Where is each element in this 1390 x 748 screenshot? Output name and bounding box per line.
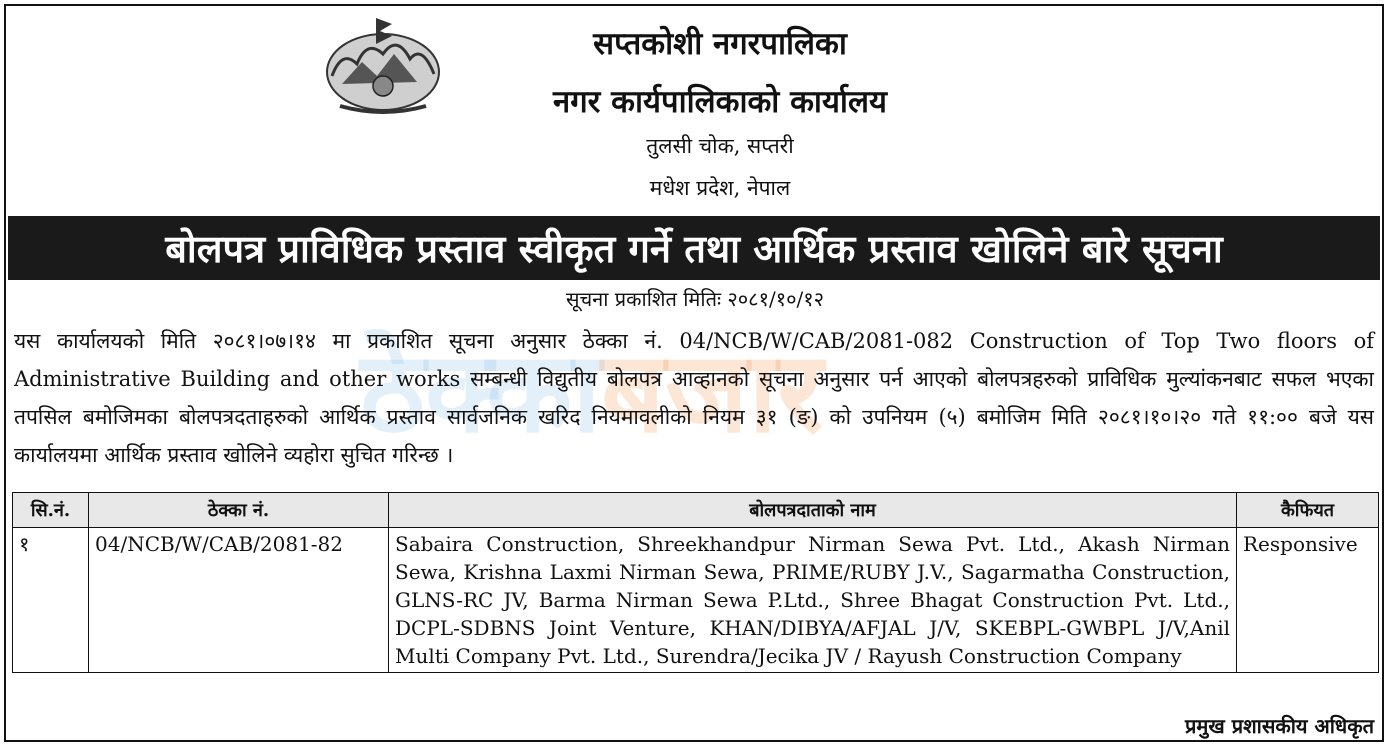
org-name: सप्तकोशी नगरपालिका (593, 26, 847, 62)
signoff-title: प्रमुख प्रशासकीय अधिकृत (1185, 714, 1374, 738)
government-emblem-icon (322, 14, 444, 116)
table-header-row (13, 493, 1379, 528)
bidders-table (12, 492, 1379, 673)
watermark-main: ठेक्का (360, 328, 602, 458)
col-header-contract-no: ठेक्का नं. (89, 493, 389, 528)
col-header-bidders: बोलपत्रदाताको नाम (389, 493, 1237, 528)
cell-bidders: Sabaira Construction, Shreekhandpur Nirman Sewa Pvt. Ltd., Akash Nirman Sewa, Krishna Laxmi Nirman Sewa, PRIME/RUBY J.V., Sagarmatha Construction, GLNS-RC JV, Barma Nirman Sewa P.Ltd., Shree Bhagat Construction Pvt. Ltd., DCPL-SDBNS Joint Venture, KHAN/DIBYA/AFJAL J/V, SKEBPL-GWBPL J/V,Anil Multi Company Pvt. Ltd., Surendra/Jecika JV / Rayush Construction Company (389, 528, 1237, 673)
office-province: मधेश प्रदेश, नेपाल (649, 176, 791, 200)
cell-remarks: Responsive (1237, 528, 1379, 673)
col-header-sn: सि.नं. (13, 493, 89, 528)
col-header-remarks: कैफियत (1237, 493, 1379, 528)
office-address: तुलसी चोक, सप्तरी (646, 134, 794, 158)
table-row (13, 528, 1379, 673)
cell-contract-no: 04/NCB/W/CAB/2081-82 (89, 528, 389, 673)
notice-body: यस कार्यालयको मिति २०८१।०७।१४ मा प्रकाशित सूचना अनुसार ठेक्का नं. 04/NCB/W/CAB/2081-082 Construction of Top Two floors of Administrative Building and other works सम्बन्धी विद्युतीय बोलपत्र आव्हानको सूचना अनुसार पर्न आएको बोलपत्रहरुको प्राविधिक मुल्यांकनबाट सफल भएका तपसिल बमोजिमका बोलपत्रदताहरुको आर्थिक प्रस्ताव सार्वजनिक खरिद नियमावलीको नियम ३१ (ङ) को उपनियम (५) बमोजिम मिति २०८१।१०।२० गते ११:०० बजे यस कार्यालयमा आर्थिक प्रस्ताव खोलिने व्यहोरा सुचित गरिन्छ । (14, 329, 1374, 467)
notice-title-text: बोलपत्र प्राविधिक प्रस्ताव स्वीकृत गर्ने तथा आर्थिक प्रस्ताव खोलिने बारे सूचना (165, 226, 1223, 271)
office-name: नगर कार्यपालिकाको कार्यालय (553, 84, 887, 120)
published-date: सूचना प्रकाशित मितिः २०८१/१०/१२ (565, 287, 825, 311)
watermark-accent: बजार (601, 328, 824, 458)
cell-sn: १ (13, 528, 89, 673)
notice-title (8, 216, 1380, 280)
